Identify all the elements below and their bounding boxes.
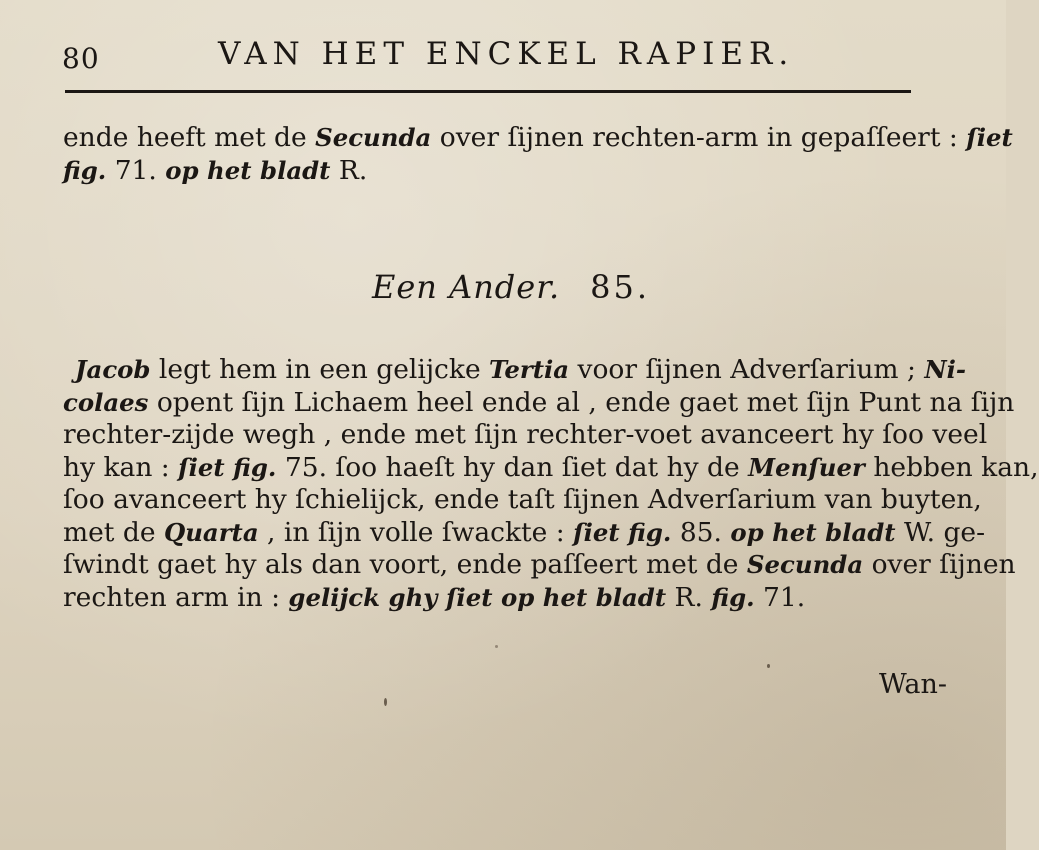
section-title: Een Ander. (372, 268, 561, 306)
text-line: ende heeft met de Secunda over ſijnen rechten-arm in gepaſſeert : ſiet (63, 122, 1013, 153)
section-number: 85. (590, 268, 651, 306)
text-line: hy kan : ſiet fig. 75. ſoo haeſt hy dan ſiet dat hy de Menſuer hebben kan, (63, 451, 1039, 483)
running-title: VAN HET ENCKEL RAPIER. (218, 36, 795, 72)
page-number: 80 (62, 42, 100, 75)
text-line: ſwindt gaet hy als dan voort, ende paſſeert met de Secunda over ſijnen (63, 549, 1016, 580)
text-line: Jacob legt hem in een gelijcke Tertia voor ſijnen Adverſarium ; Ni- (75, 354, 967, 385)
header-rule (65, 90, 911, 93)
text-line: met de Quarta , in ſijn volle ſwackte : ſiet fig. 85. op het bladt W. ge- (63, 516, 986, 548)
paper-speck (495, 645, 498, 648)
running-head (62, 36, 912, 76)
text-line: ſoo avanceert hy ſchielijck, ende taſt ſijnen Adverſarium van buyten, (63, 484, 982, 515)
paper-speck (767, 664, 770, 668)
text-line: rechter-zijde wegh , ende met ſijn rechter-voet avanceert hy ſoo veel (63, 419, 988, 450)
catchword: Wan- (879, 669, 948, 700)
top-paragraph (63, 122, 1013, 187)
text-line: fig. 71. op het bladt R. (63, 154, 368, 186)
paper-speck (384, 698, 387, 706)
section-heading (372, 268, 650, 306)
text-line: colaes opent ſijn Lichaem heel ende al , ende gaet met ſijn Punt na ſijn (63, 386, 1015, 418)
main-paragraph (63, 354, 1039, 614)
text-line: rechten arm in : gelijck ghy ſiet op het bladt R. fig. 71. (63, 581, 806, 613)
